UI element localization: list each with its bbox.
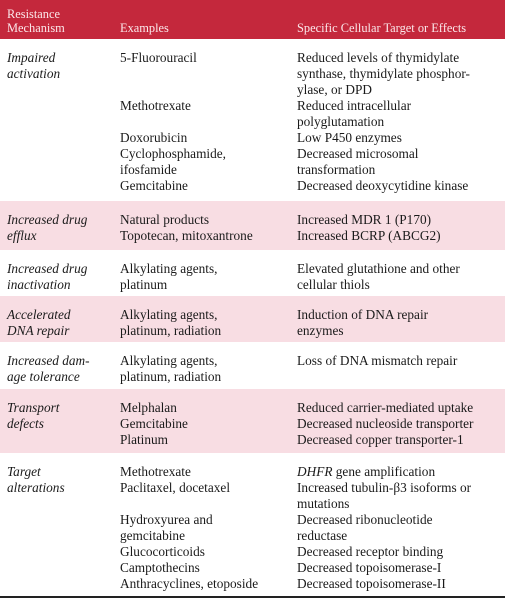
table-header bbox=[0, 0, 505, 39]
mechanism-line: efflux bbox=[7, 228, 37, 243]
examples-cell bbox=[120, 50, 292, 194]
examples-line: gemcitabine bbox=[120, 528, 185, 543]
examples-line: Doxorubicin bbox=[120, 130, 188, 145]
examples-line: Platinum bbox=[120, 432, 169, 447]
mechanism-cell bbox=[7, 261, 115, 293]
effects-line: DHFR gene amplification bbox=[297, 464, 436, 479]
effects-line: synthase, thymidylate phosphor- bbox=[297, 66, 470, 81]
header-effects: Specific Cellular Target or Effects bbox=[297, 21, 467, 35]
effects-cell bbox=[297, 212, 502, 244]
mechanism-line: Increased drug bbox=[7, 212, 88, 227]
examples-line bbox=[120, 496, 292, 512]
examples-line: Hydroxyurea and bbox=[120, 512, 213, 527]
effects-line: Decreased copper transporter-1 bbox=[297, 432, 464, 447]
effects-line: mutations bbox=[297, 496, 350, 511]
effects-cell bbox=[297, 261, 502, 293]
effects-line: Decreased receptor binding bbox=[297, 544, 444, 559]
mechanism-cell bbox=[7, 400, 115, 432]
examples-cell bbox=[120, 212, 292, 244]
effects-line: Increased BCRP (ABCG2) bbox=[297, 228, 441, 243]
mechanism-line: defects bbox=[7, 416, 44, 431]
examples-line: platinum, radiation bbox=[120, 369, 222, 384]
effects-line: Increased tubulin-β3 isoforms or bbox=[297, 480, 472, 495]
table-row bbox=[0, 39, 505, 201]
effects-line: Elevated glutathione and other bbox=[297, 261, 460, 276]
header-mechanism bbox=[7, 7, 115, 35]
examples-line: Alkylating agents, bbox=[120, 353, 218, 368]
mechanism-line: Accelerated bbox=[7, 307, 71, 322]
examples-cell bbox=[120, 353, 292, 385]
mechanism-line: Transport bbox=[7, 400, 60, 415]
table-row bbox=[0, 389, 505, 453]
effects-line: Decreased deoxycytidine kinase bbox=[297, 178, 469, 193]
mechanism-cell bbox=[7, 353, 115, 385]
examples-line: 5-Fluorouracil bbox=[120, 50, 197, 65]
mechanism-line: Increased dam- bbox=[7, 353, 90, 368]
effects-line: polyglutamation bbox=[297, 114, 385, 129]
examples-line: Gemcitabine bbox=[120, 178, 188, 193]
mechanism-line: Impaired bbox=[7, 50, 56, 65]
effects-line: Decreased microsomal bbox=[297, 146, 419, 161]
mechanism-cell bbox=[7, 212, 115, 244]
table-row bbox=[0, 342, 505, 389]
effects-line: Decreased ribonucleotide bbox=[297, 512, 433, 527]
mechanism-line: age tolerance bbox=[7, 369, 80, 384]
effects-line: Reduced intracellular bbox=[297, 98, 412, 113]
examples-line: ifosfamide bbox=[120, 162, 177, 177]
examples-line: Melphalan bbox=[120, 400, 177, 415]
effects-line: Decreased nucleoside transporter bbox=[297, 416, 474, 431]
examples-line: Gemcitabine bbox=[120, 416, 188, 431]
effects-cell bbox=[297, 353, 502, 369]
effects-line: cellular thiols bbox=[297, 277, 370, 292]
table-row bbox=[0, 201, 505, 250]
effects-cell bbox=[297, 307, 502, 339]
examples-line: Topotecan, mitoxantrone bbox=[120, 228, 253, 243]
effects-line: transformation bbox=[297, 162, 376, 177]
effects-cell bbox=[297, 50, 502, 194]
examples-line: Methotrexate bbox=[120, 98, 191, 113]
mechanism-line: inactivation bbox=[7, 277, 71, 292]
mechanism-cell bbox=[7, 50, 115, 82]
examples-line bbox=[120, 82, 292, 98]
examples-line: Paclitaxel, docetaxel bbox=[120, 480, 231, 495]
examples-line bbox=[120, 66, 292, 82]
examples-line: platinum bbox=[120, 277, 168, 292]
examples-cell bbox=[120, 464, 292, 592]
effects-line: Reduced levels of thymidylate bbox=[297, 50, 460, 65]
examples-cell bbox=[120, 400, 292, 448]
examples-cell bbox=[120, 307, 292, 339]
header-examples: Examples bbox=[120, 21, 169, 35]
mechanism-line: Increased drug bbox=[7, 261, 88, 276]
effects-line: reductase bbox=[297, 528, 348, 543]
mechanism-line: DNA repair bbox=[7, 323, 70, 338]
effects-line: Increased MDR 1 (P170) bbox=[297, 212, 432, 227]
mechanism-cell bbox=[7, 464, 115, 496]
effects-line: Reduced carrier-mediated uptake bbox=[297, 400, 474, 415]
effects-line: enzymes bbox=[297, 323, 344, 338]
examples-line: Anthracyclines, etoposide bbox=[120, 576, 259, 591]
mechanism-cell bbox=[7, 307, 115, 339]
examples-line: Alkylating agents, bbox=[120, 307, 218, 322]
examples-cell bbox=[120, 261, 292, 293]
mechanism-line: activation bbox=[7, 66, 61, 81]
examples-line: platinum, radiation bbox=[120, 323, 222, 338]
examples-line: Alkylating agents, bbox=[120, 261, 218, 276]
examples-line: Methotrexate bbox=[120, 464, 191, 479]
mechanism-line: Target bbox=[7, 464, 41, 479]
effects-line: Loss of DNA mismatch repair bbox=[297, 353, 458, 368]
effects-line: Decreased topoisomerase-II bbox=[297, 576, 446, 591]
examples-line bbox=[120, 114, 292, 130]
table-row bbox=[0, 453, 505, 598]
effects-cell bbox=[297, 400, 502, 448]
effects-line: Low P450 enzymes bbox=[297, 130, 402, 145]
mechanism-line: alterations bbox=[7, 480, 65, 495]
table-row bbox=[0, 296, 505, 342]
examples-line: Cyclophosphamide, bbox=[120, 146, 226, 161]
effects-line: ylase, or DPD bbox=[297, 82, 372, 97]
table-row bbox=[0, 250, 505, 296]
examples-line: Natural products bbox=[120, 212, 209, 227]
effects-line: Decreased topoisomerase-I bbox=[297, 560, 442, 575]
effects-line: Induction of DNA repair bbox=[297, 307, 429, 322]
header-mechanism-line: Mechanism bbox=[7, 21, 65, 35]
effects-cell bbox=[297, 464, 502, 592]
examples-line: Camptothecins bbox=[120, 560, 200, 575]
header-mechanism-line: Resistance bbox=[7, 7, 60, 21]
examples-line: Glucocorticoids bbox=[120, 544, 205, 559]
